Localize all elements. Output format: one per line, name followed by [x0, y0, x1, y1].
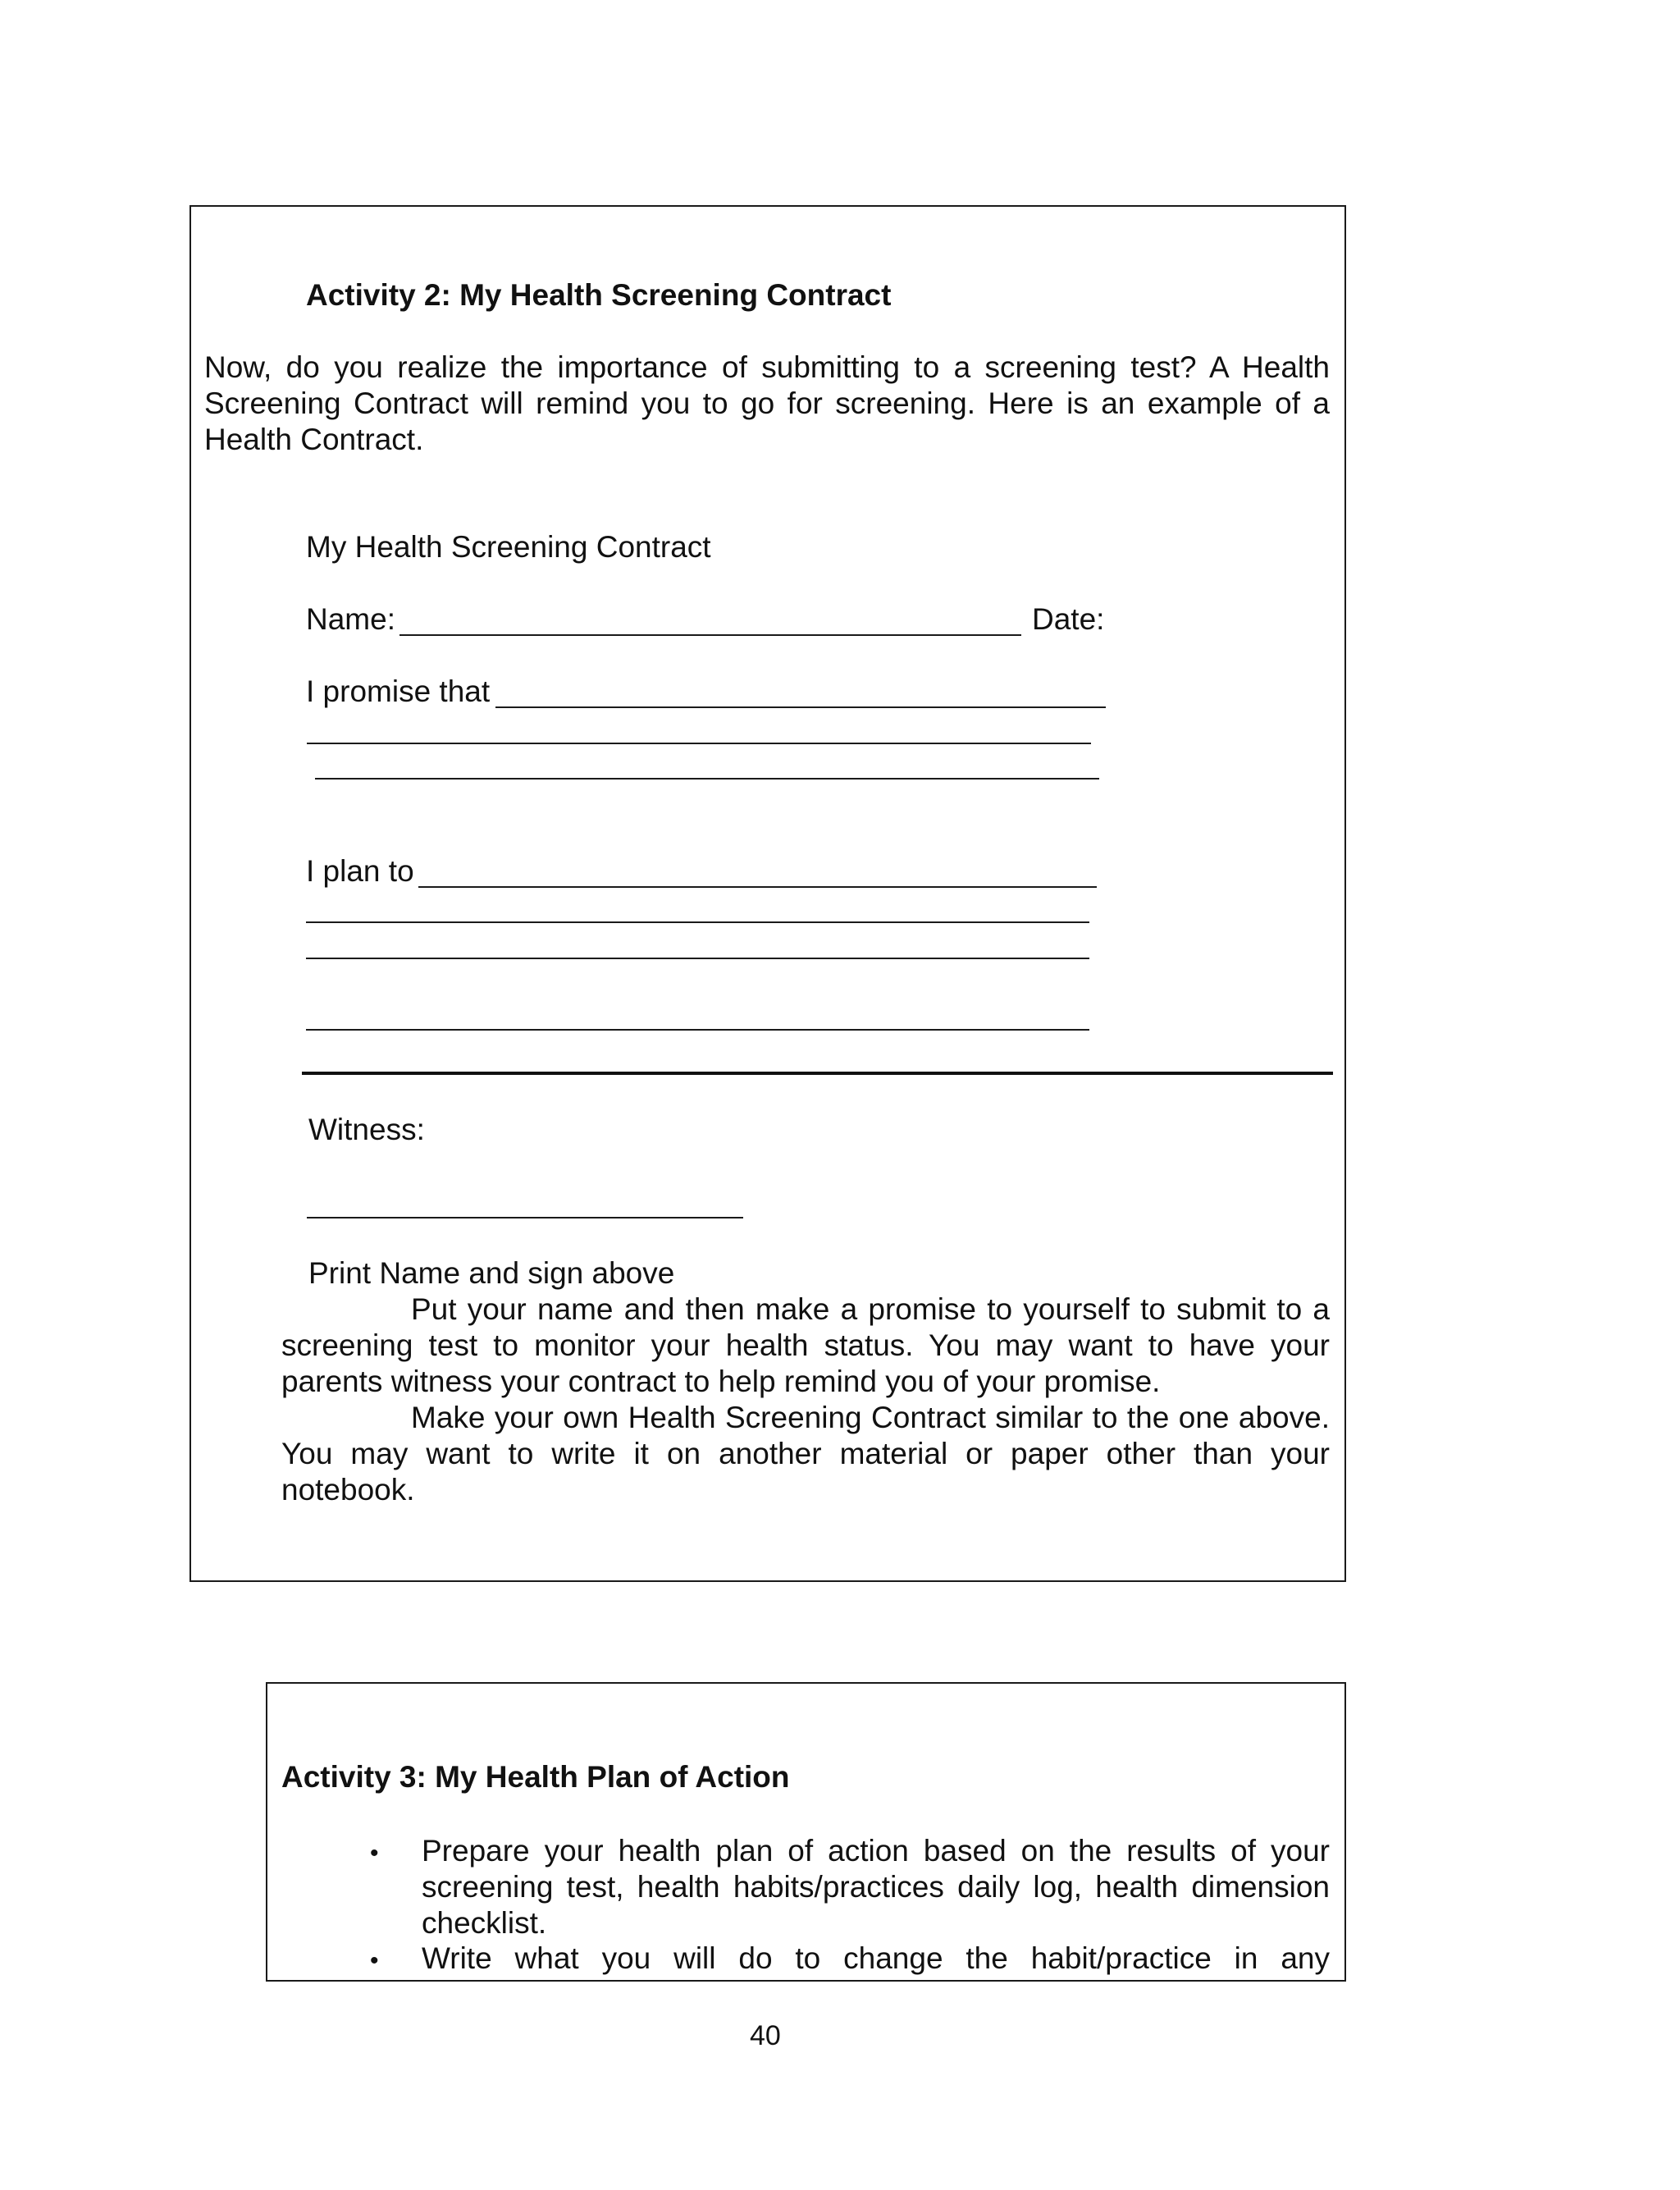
contract-separator — [302, 1072, 1333, 1075]
promise-blank-line — [495, 706, 1106, 708]
activity-3-title: Activity 3: My Health Plan of Action — [281, 1760, 790, 1794]
witness-label: Witness: — [308, 1113, 425, 1146]
page-number: 40 — [750, 2020, 781, 2051]
promise-blank-line-3 — [315, 778, 1099, 780]
contract-heading: My Health Screening Contract — [306, 530, 711, 564]
instruction-paragraph-2: Make your own Health Screening Contract similar to the one above. You may want to write it on another material or paper other than your notebook. — [281, 1401, 1330, 1506]
bullet-icon: • — [370, 1840, 379, 1867]
activity-3-bullet-1: Prepare your health plan of action based on the results of your screening test, health habits/practices daily log, health dimension checklist. — [422, 1834, 1330, 1940]
promise-label: I promise that — [306, 674, 491, 708]
plan-blank-line-3 — [306, 958, 1089, 959]
activity-3-bullet-2: Write what you will do to change the habit/practice in any — [422, 1941, 1330, 1975]
instruction-paragraph-1: Put your name and then make a promise to yourself to submit to a screening test to monitor your health status. You may want to have your parents witness your contract to help remind you of your promise. — [281, 1292, 1330, 1398]
activity-2-title: Activity 2: My Health Screening Contract — [306, 278, 892, 312]
plan-blank-line — [418, 886, 1097, 888]
sign-caption: Print Name and sign above — [308, 1256, 675, 1290]
witness-signature-line — [307, 1217, 743, 1218]
promise-blank-line-2 — [307, 743, 1091, 744]
name-label: Name: — [306, 602, 395, 636]
plan-label: I plan to — [306, 854, 414, 888]
date-label: Date: — [1032, 602, 1105, 636]
bullet-icon: • — [370, 1947, 379, 1974]
plan-blank-line-2 — [306, 921, 1089, 923]
name-blank-line — [399, 634, 1021, 636]
activity-2-intro: Now, do you realize the importance of submitting to a screening test? A Health Screening Contract will remind you to go for screening. Here is an example of a Health Contract. — [204, 350, 1330, 456]
plan-blank-line-4 — [306, 1029, 1089, 1031]
